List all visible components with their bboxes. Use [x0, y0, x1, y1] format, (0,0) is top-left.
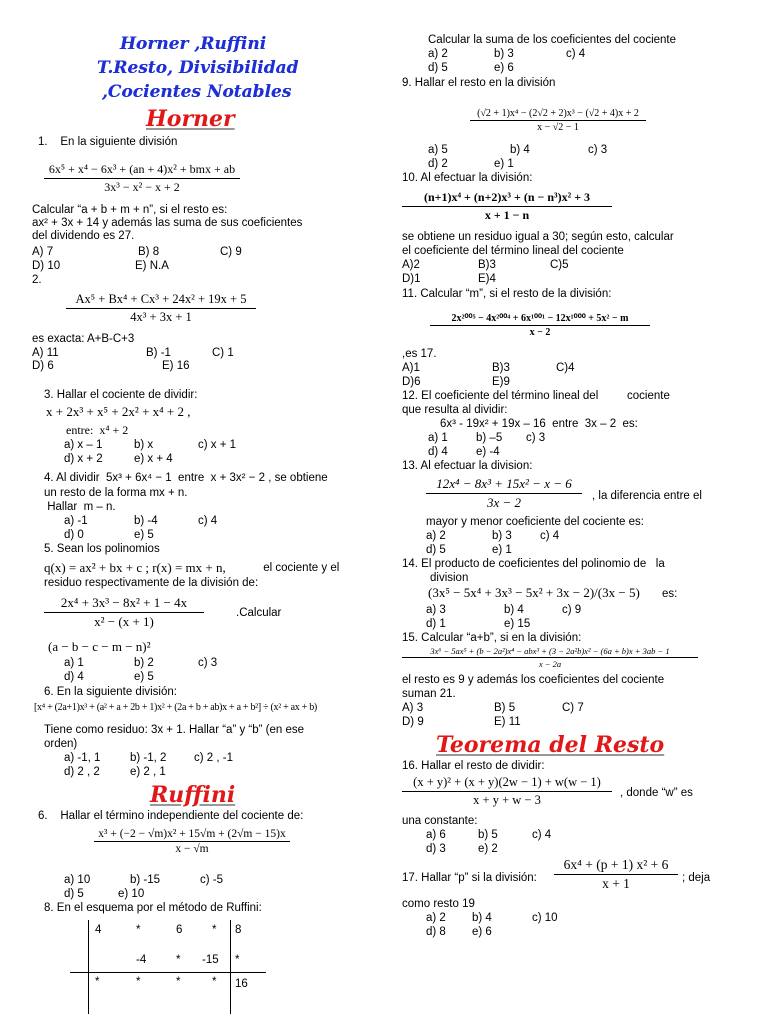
option: a) -1, 1 [64, 752, 101, 764]
problem-13-text: mayor y menor coeficiente del cociente es: [426, 516, 644, 528]
problem-13-text: , la diferencia entre el [592, 490, 702, 502]
option: e) 2 [478, 843, 498, 855]
ruffini-6-fraction [94, 828, 290, 855]
problem-9-intro: 9. Hallar el resto en la división [402, 77, 556, 89]
problem-17-intro: 17. Hallar “p” si la división: [402, 872, 537, 884]
problem-6-intro: 6. En la siguiente división: [44, 686, 177, 698]
ruffini-cell: * [136, 924, 141, 936]
fraction-numerator: Ax⁵ + Bx⁴ + Cx³ + 24x² + 19x + 5 [75, 292, 247, 306]
problem-17-text: ; deja [682, 872, 711, 884]
problem-4-text: un resto de la forma mx + n. [44, 487, 188, 499]
option: b) 4 [504, 604, 524, 616]
fraction-denominator: x − √m [175, 843, 209, 855]
option: b) 4 [472, 912, 492, 924]
option: c) 2 , -1 [194, 752, 233, 764]
fraction-numerator: 2x⁴ + 3x³ − 8x² + 1 − 4x [60, 595, 188, 610]
fraction-denominator: 3x − 2 [486, 495, 522, 510]
problem-5-polynomials: q(x) = ax² + bx + c ; r(x) = mx + n, [44, 560, 226, 575]
problem-2-text: es exacta: A+B-C+3 [32, 333, 135, 345]
fraction-denominator: x − 2 [529, 327, 551, 338]
option: e) 10 [118, 888, 145, 900]
option: d) x + 2 [64, 453, 103, 465]
problem-16-fraction [402, 775, 612, 808]
option: A)2 [402, 259, 420, 271]
fraction-denominator: x + 1 [602, 876, 630, 891]
problem-1-text: Calcular “a + b + m + n”, si el resto es: [32, 204, 228, 216]
option: d) 5 [426, 544, 446, 556]
option: C)4 [556, 362, 575, 374]
ruffini-6-intro: 6. Hallar el término independiente del cociente de: [38, 810, 304, 822]
option: c) 3 [526, 432, 546, 444]
option: d) 8 [426, 926, 446, 938]
problem-11-fraction [430, 313, 650, 338]
problem-6-text: Tiene como residuo: 3x + 1. Hallar “a” y “b” (en ese [44, 724, 305, 736]
option: b) –5 [476, 432, 503, 444]
section-ruffini: Ruffini [150, 782, 236, 808]
problem-10-fraction [402, 190, 612, 223]
problem-14-text: es: [662, 588, 678, 600]
option: c) 4 [540, 530, 560, 542]
option: d) 2 [428, 158, 448, 170]
ruffini-cell: * [235, 954, 240, 966]
fraction-denominator: 4x³ + 3x + 1 [130, 310, 192, 324]
option: b) 5 [478, 829, 498, 841]
problem-17-text: como resto 19 [402, 898, 475, 910]
option: a) 10 [64, 874, 91, 886]
option: a) 6 [426, 829, 446, 841]
ruffini-cell: * [176, 976, 181, 988]
option: D)6 [402, 376, 421, 388]
problem-16-text: una constante: [402, 815, 478, 827]
problem-6-text: orden) [44, 738, 78, 750]
problem-2-intro: 2. [32, 274, 42, 286]
option: b) 4 [510, 144, 530, 156]
option: d) 0 [64, 529, 84, 541]
fraction-denominator: 3x³ − x² − x + 2 [104, 180, 180, 194]
option: e) 6 [472, 926, 492, 938]
option: c) 4 [198, 515, 218, 527]
ruffini-cell: -15 [202, 954, 219, 966]
option: b) -15 [130, 874, 161, 886]
option: a) 2 [426, 912, 446, 924]
ruffini-vertical-left [88, 920, 89, 1014]
problem-3-intro: 3. Hallar el cociente de dividir: [44, 389, 198, 401]
option: b) -4 [134, 515, 158, 527]
fraction-denominator: x² − (x + 1) [94, 614, 154, 629]
option: C) 7 [562, 702, 584, 714]
option: a) 2 [426, 530, 446, 542]
title-line-1: Horner ,Ruffini [120, 34, 267, 54]
option: a) 5 [428, 144, 448, 156]
ruffini-8-intro: 8. En el esquema por el método de Ruffini: [44, 902, 262, 914]
problem-16-text: , donde “w” es [620, 787, 693, 799]
problem-15-text: suman 21. [402, 688, 456, 700]
option: d) 1 [426, 618, 446, 630]
fraction-numerator: 3x⁶ − 5ax⁵ + (b − 2a²)x⁴ − abx³ + (3 − 2a²b)x² − (6a + b)x + 3ab − 1 [430, 646, 670, 656]
problem-5-fraction [44, 595, 204, 630]
problem-5-text: .Calcular [236, 607, 282, 619]
option: A) 11 [32, 347, 59, 359]
fraction-denominator: x − 2a [538, 659, 562, 669]
option: c) -5 [200, 874, 223, 886]
problem-1-text: del dividendo es 27. [32, 230, 135, 242]
option: b) x [134, 439, 154, 451]
option: a) 1 [428, 432, 448, 444]
section-teorema-del-resto: Teorema del Resto [436, 732, 665, 758]
problem-5-intro: 5. Sean los polinomios [44, 543, 160, 555]
option: c) 4 [532, 829, 552, 841]
option: a) 1 [64, 657, 84, 669]
ruffini-cell: * [136, 976, 141, 988]
fraction-numerator: 2x²⁰⁰⁵ − 4x²⁰⁰⁴ + 6x¹⁰⁰¹ − 12x¹⁰⁰⁰ + 5x² − m [451, 313, 629, 324]
option: E)9 [492, 376, 510, 388]
option: e) 5 [134, 671, 154, 683]
problem-13-intro: 13. Al efectuar la division: [402, 460, 533, 472]
option: e) -4 [476, 446, 500, 458]
fraction-numerator: x³ + (−2 − √m)x² + 15√m + (2√m − 15)x [98, 828, 286, 840]
ruffini-cell: 16 [235, 978, 248, 990]
problem-12-text: 6x³ - 19x² + 19x – 16 entre 3x – 2 es: [440, 418, 638, 430]
option: D) 6 [32, 360, 54, 372]
option: E) N.A [135, 260, 169, 272]
option: e) 6 [494, 62, 514, 74]
problem-5-text: residuo respectivamente de la división de: [44, 577, 259, 589]
ruffini-scheme [70, 920, 266, 1020]
option: E) 16 [162, 360, 190, 372]
option: e) 15 [504, 618, 531, 630]
option: A) 7 [32, 246, 54, 258]
problem-10-intro: 10. Al efectuar la división: [402, 172, 533, 184]
option: d) 5 [428, 62, 448, 74]
option: a) -1 [64, 515, 88, 527]
fraction-denominator: x + y + w − 3 [473, 793, 541, 807]
option: c) 3 [588, 144, 608, 156]
option: D)1 [402, 273, 421, 285]
option: c) 4 [566, 48, 586, 60]
title-line-2: T.Resto, Divisibilidad [97, 58, 299, 78]
option: A) 3 [402, 702, 424, 714]
ruffini-cell: -4 [136, 954, 147, 966]
fraction-denominator: x − √2 − 1 [537, 122, 579, 133]
option: a) 3 [426, 604, 446, 616]
problem-15-fraction [402, 646, 698, 669]
option: D) 9 [402, 716, 424, 728]
option: D) 10 [32, 260, 61, 272]
problem-14-text: 14. El producto de coeficientes del polinomio de la [402, 558, 665, 570]
problem-1-fraction [44, 162, 240, 195]
option: A)1 [402, 362, 420, 374]
problem-4-text: 4. Al dividir 5x³ + 6x⁴ − 1 entre x + 3x² − 2 , se obtiene [44, 472, 328, 484]
fraction-numerator: 6x⁵ + x⁴ − 6x³ + (an + 4)x² + bmx + ab [48, 162, 236, 176]
ruffini-cell: 8 [235, 924, 242, 936]
ruffini-vertical-right [230, 920, 231, 1014]
problem-5-text: el cociente y el [260, 562, 340, 574]
problem-3-divisor: entre: x⁴ + 2 [66, 423, 129, 437]
option: d) 4 [428, 446, 448, 458]
problem-17-fraction [554, 857, 678, 892]
problem-10-text: se obtiene un residuo igual a 30; según esto, calcular [402, 231, 674, 243]
title-line-3: ,Cocientes Notables [102, 82, 292, 102]
option: b) -1, 2 [130, 752, 167, 764]
problem-8-question: Calcular la suma de los coeficientes del cociente [428, 34, 677, 46]
fraction-numerator: (n+1)x⁴ + (n+2)x³ + (n − n³)x² + 3 [423, 190, 591, 204]
ruffini-horizontal [70, 972, 266, 973]
option: b) 2 [134, 657, 154, 669]
ruffini-cell: 4 [95, 924, 102, 936]
problem-12-text: que resulta al dividir: [402, 404, 508, 416]
problem-15-intro: 15. Calcular “a+b”, si en la división: [402, 632, 582, 644]
problem-9-fraction [470, 108, 646, 133]
problem-3-expression: x + 2x³ + x⁵ + 2x² + x⁴ + 2 , [46, 404, 191, 419]
fraction-numerator: (√2 + 1)x⁴ − (2√2 + 2)x³ − (√2 + 4)x + 2 [477, 108, 639, 119]
option: d) 2 , 2 [64, 766, 100, 778]
option: d) 4 [64, 671, 84, 683]
option: a) 2 [428, 48, 448, 60]
fraction-numerator: 6x⁴ + (p + 1) x² + 6 [563, 857, 669, 872]
ruffini-cell: * [212, 976, 217, 988]
ruffini-cell: * [212, 924, 217, 936]
problem-15-text: el resto es 9 y además los coeficientes del cociente [402, 674, 665, 686]
problem-5-expression: (a − b − c − m − n)² [48, 639, 151, 654]
option: d) 5 [64, 888, 84, 900]
option: e) x + 4 [134, 453, 173, 465]
option: E)4 [478, 273, 496, 285]
option: b) 3 [492, 530, 512, 542]
fraction-numerator: (x + y)² + (x + y)(2w − 1) + w(w − 1) [413, 775, 601, 789]
option: c) x + 1 [198, 439, 237, 451]
problem-13-fraction [426, 476, 582, 511]
problem-11-text: ,es 17. [402, 348, 437, 360]
option: c) 9 [562, 604, 582, 616]
option: a) x – 1 [64, 439, 103, 451]
option: e) 5 [134, 529, 154, 541]
ruffini-cell: 6 [176, 924, 183, 936]
option: C)5 [550, 259, 569, 271]
section-horner: Horner [146, 106, 235, 132]
option: d) 3 [426, 843, 446, 855]
option: E) 11 [494, 716, 521, 728]
option: B)3 [492, 362, 510, 374]
problem-10-text: el coeficiente del término lineal del cociente [402, 245, 624, 257]
problem-16-intro: 16. Hallar el resto de dividir: [402, 760, 545, 772]
fraction-denominator: x + 1 − n [484, 208, 530, 222]
fraction-numerator: 12x⁴ − 8x³ + 15x² − x − 6 [436, 476, 572, 491]
option: C) 1 [212, 347, 234, 359]
problem-14-text: division [430, 572, 469, 584]
problem-11-intro: 11. Calcular “m”, si el resto de la división: [402, 288, 612, 300]
option: B)3 [478, 259, 496, 271]
problem-1-text: ax² + 3x + 14 y además las suma de sus coeficientes [32, 217, 303, 229]
problem-6-expression: [x⁴ + (2a+1)x³ + (a² + a + 2b + 1)x² + (2a + b + ab)x + a + b²] ÷ (x² + ax + b) [34, 702, 317, 713]
option: B) -1 [146, 347, 171, 359]
ruffini-cell: * [176, 954, 181, 966]
option: c) 10 [532, 912, 558, 924]
option: c) 3 [198, 657, 218, 669]
problem-14-expression: (3x⁵ − 5x⁴ + 3x³ − 5x² + 3x − 2)/(3x − 5) [428, 585, 640, 600]
option: b) 3 [494, 48, 514, 60]
option: C) 9 [220, 246, 242, 258]
problem-4-text: Hallar m – n. [44, 501, 116, 513]
option: e) 1 [492, 544, 512, 556]
option: e) 2 , 1 [130, 766, 166, 778]
option: B) 5 [494, 702, 516, 714]
option: B) 8 [138, 246, 160, 258]
ruffini-cell: * [95, 976, 100, 988]
option: e) 1 [494, 158, 514, 170]
problem-1-intro: 1. En la siguiente división [38, 136, 178, 148]
problem-12-text: 12. El coeficiente del término lineal del cociente [402, 390, 670, 402]
problem-2-fraction [66, 292, 256, 325]
